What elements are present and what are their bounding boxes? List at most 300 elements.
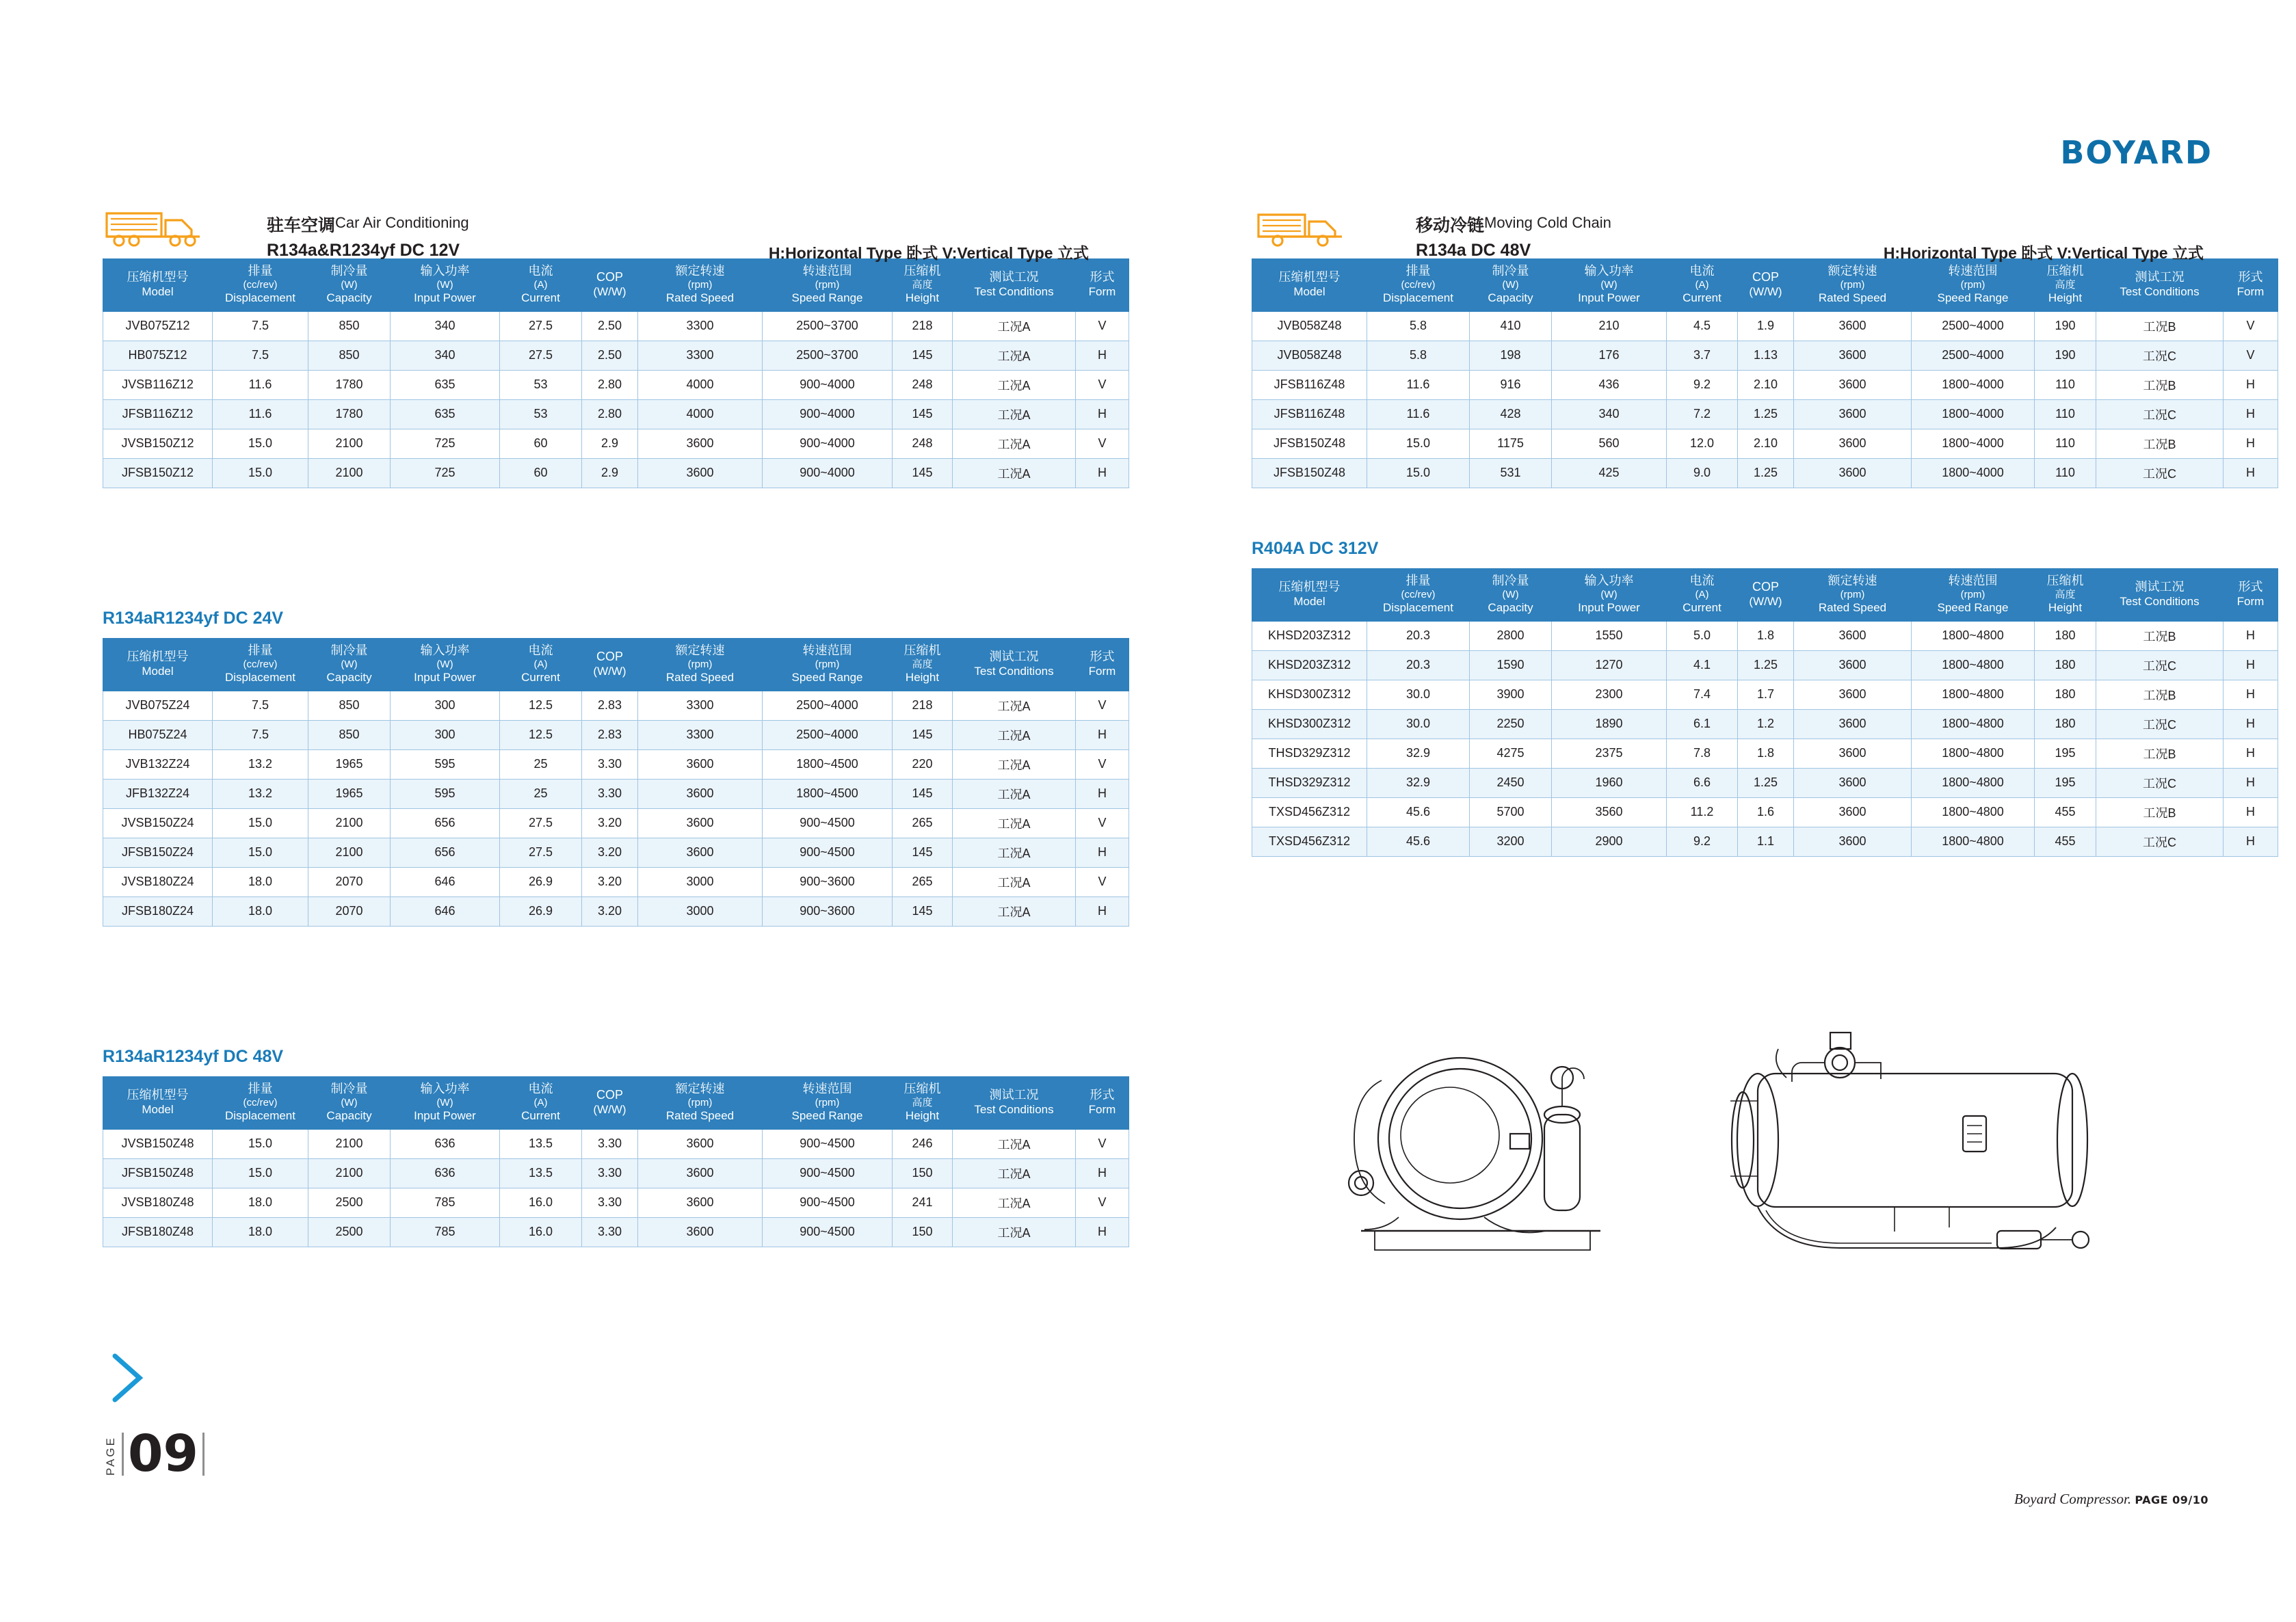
table-cell: 3300 — [638, 720, 763, 749]
table-cell: 18.0 — [213, 867, 308, 896]
column-header: 压缩机 高度 Height — [893, 259, 953, 312]
table-cell: JFSB116Z48 — [1252, 399, 1367, 429]
table-cell: V — [1076, 370, 1129, 399]
table-cell: 18.0 — [213, 1217, 308, 1247]
table-cell: 1965 — [308, 749, 391, 779]
table-cell: 45.6 — [1367, 797, 1470, 827]
table-cell: 工况A — [953, 458, 1076, 488]
column-header: 形式 Form — [2224, 259, 2278, 312]
column-header: 制冷量 (W) Capacity — [1470, 568, 1552, 621]
table-cell: 1.9 — [1738, 311, 1794, 341]
table-cell: 3600 — [1794, 650, 1912, 680]
table-cell: 4000 — [638, 370, 763, 399]
table-cell: JVSB116Z12 — [103, 370, 213, 399]
table-cell: 1175 — [1470, 429, 1552, 458]
table-cell: 4275 — [1470, 739, 1552, 768]
column-header: 压缩机型号 Model — [1252, 259, 1367, 312]
table-cell: 110 — [2035, 458, 2096, 488]
table-cell: 2450 — [1470, 768, 1552, 797]
table-cell: 3600 — [1794, 680, 1912, 709]
table-cell: JVSB150Z24 — [103, 808, 213, 838]
table-cell: 180 — [2035, 650, 2096, 680]
left-column — [103, 205, 1116, 1247]
table-cell: 1800~4800 — [1912, 709, 2035, 739]
table-cell: 60 — [500, 429, 582, 458]
brand-logo: BOYARD — [2060, 134, 2213, 171]
table-cell: 1780 — [308, 399, 391, 429]
table-cell: 32.9 — [1367, 768, 1470, 797]
table-cell: 45.6 — [1367, 827, 1470, 856]
table-cell: 26.9 — [500, 867, 582, 896]
table-row — [1252, 650, 2278, 680]
table-cell: JFSB180Z48 — [103, 1217, 213, 1247]
table-row — [103, 1129, 1129, 1158]
table-row — [103, 311, 1129, 341]
table-cell: 428 — [1470, 399, 1552, 429]
table-cell: 15.0 — [213, 1158, 308, 1188]
product-line-drawings — [1279, 1012, 2223, 1299]
table-cell: H — [1076, 399, 1129, 429]
table-cell: 3300 — [638, 311, 763, 341]
table-cell: KHSD203Z312 — [1252, 650, 1367, 680]
table-cell: 3600 — [638, 838, 763, 867]
table-row — [103, 1188, 1129, 1217]
table-cell: 3600 — [1794, 370, 1912, 399]
table-cell: JFSB150Z48 — [103, 1158, 213, 1188]
column-header: 额定转速 (rpm) Rated Speed — [1794, 568, 1912, 621]
table-cell: 工况B — [2096, 621, 2224, 650]
table-cell: 900~4500 — [763, 1158, 893, 1188]
table-cell: 1800~4800 — [1912, 827, 2035, 856]
table-cell: 7.8 — [1667, 739, 1738, 768]
column-header: 形式 Form — [2224, 568, 2278, 621]
table-cell: 3600 — [638, 1217, 763, 1247]
table-cell: 3.30 — [582, 779, 638, 808]
table-cell: 20.3 — [1367, 621, 1470, 650]
table-cell: 1270 — [1552, 650, 1667, 680]
table-cell: 3600 — [1794, 458, 1912, 488]
table-cell: 2.10 — [1738, 370, 1794, 399]
table-row — [1252, 311, 2278, 341]
table-cell: 595 — [391, 749, 500, 779]
table-cell: 3.30 — [582, 1158, 638, 1188]
table-cell: 785 — [391, 1188, 500, 1217]
table-cell: 26.9 — [500, 896, 582, 926]
table-cell: 241 — [893, 1188, 953, 1217]
table-cell: 2500~4000 — [1912, 311, 2035, 341]
table-cell: H — [1076, 779, 1129, 808]
table-cell: 300 — [391, 691, 500, 720]
column-header: 输入功率 (W) Input Power — [1552, 568, 1667, 621]
table-cell: 900~3600 — [763, 867, 893, 896]
table-cell: 1800~4800 — [1912, 739, 2035, 768]
table-cell: 工况C — [2096, 341, 2224, 370]
table-cell: 1800~4800 — [1912, 621, 2035, 650]
page-number-block — [104, 1424, 204, 1483]
table-row — [1252, 709, 2278, 739]
table-cell: 850 — [308, 341, 391, 370]
column-header: 电流 (A) Current — [500, 1076, 582, 1129]
table-cell: 15.0 — [1367, 429, 1470, 458]
table-cell: H — [1076, 838, 1129, 867]
table-cell: H — [1076, 341, 1129, 370]
table-cell: 3600 — [638, 1129, 763, 1158]
table-cell: 150 — [893, 1158, 953, 1188]
table-cell: JVSB180Z48 — [103, 1188, 213, 1217]
table-cell: 248 — [893, 429, 953, 458]
table-cell: 2250 — [1470, 709, 1552, 739]
table-cell: 12.0 — [1667, 429, 1738, 458]
table-cell: 7.5 — [213, 691, 308, 720]
table-header — [1252, 259, 2278, 312]
right-column — [1252, 205, 2265, 857]
table-cell: 工况B — [2096, 311, 2224, 341]
column-header: 电流 (A) Current — [1667, 568, 1738, 621]
table-cell: 2.9 — [582, 458, 638, 488]
table-cell: 5.8 — [1367, 311, 1470, 341]
page-number: 09 — [122, 1433, 204, 1476]
table-cell: 3.30 — [582, 1217, 638, 1247]
column-header: 压缩机型号 Model — [103, 1076, 213, 1129]
header-row — [1252, 259, 2278, 312]
table-row — [103, 429, 1129, 458]
table-cell: H — [2224, 621, 2278, 650]
table-row — [103, 341, 1129, 370]
table-cell: H — [1076, 458, 1129, 488]
table-cell: 3600 — [1794, 311, 1912, 341]
table-row — [103, 691, 1129, 720]
column-header: COP (W/W) — [1738, 259, 1794, 312]
column-header: COP (W/W) — [1738, 568, 1794, 621]
table-cell: 工况A — [953, 429, 1076, 458]
table-cell: KHSD203Z312 — [1252, 621, 1367, 650]
footer-credit — [2014, 1491, 2208, 1508]
table-cell: 595 — [391, 779, 500, 808]
header-row — [103, 259, 1129, 312]
table-cell: 145 — [893, 341, 953, 370]
table-cell: 180 — [2035, 709, 2096, 739]
table-cell: 1800~4000 — [1912, 370, 2035, 399]
table-cell: 850 — [308, 720, 391, 749]
table-cell: 220 — [893, 749, 953, 779]
column-header: 额定转速 (rpm) Rated Speed — [638, 638, 763, 691]
table-cell: 900~4000 — [763, 458, 893, 488]
table-cell: 1965 — [308, 779, 391, 808]
table-cell: 工况C — [2096, 709, 2224, 739]
table-cell: 210 — [1552, 311, 1667, 341]
table-cell: 1550 — [1552, 621, 1667, 650]
table-cell: H — [2224, 739, 2278, 768]
table-cell: 3200 — [1470, 827, 1552, 856]
table-cell: 340 — [1552, 399, 1667, 429]
table-cell: 455 — [2035, 797, 2096, 827]
table-cell: 3600 — [638, 1158, 763, 1188]
table-dc48v-title: R134aR1234yf DC 48V — [103, 1046, 284, 1066]
table-cell: V — [1076, 1188, 1129, 1217]
table-cell: 3600 — [1794, 429, 1912, 458]
table-cell: 2500~4000 — [1912, 341, 2035, 370]
table-cell: 1800~4800 — [1912, 680, 2035, 709]
table-cell: 3300 — [638, 341, 763, 370]
table-cell: 1800~4800 — [1912, 797, 2035, 827]
table-cell: 1590 — [1470, 650, 1552, 680]
section-title-cn: 驻车空调 — [267, 216, 336, 235]
table-row — [103, 779, 1129, 808]
table-cell: 15.0 — [213, 1129, 308, 1158]
table-cell: HB075Z12 — [103, 341, 213, 370]
table-cell: 2900 — [1552, 827, 1667, 856]
table-cell: 785 — [391, 1217, 500, 1247]
column-header: 测试工况 Test Conditions — [2096, 259, 2224, 312]
header-row — [103, 1076, 1129, 1129]
column-header: 压缩机型号 Model — [1252, 568, 1367, 621]
table-cell: 1.1 — [1738, 827, 1794, 856]
table-cell: 11.6 — [213, 370, 308, 399]
table-cell: 2.50 — [582, 311, 638, 341]
table-cell: 3.20 — [582, 867, 638, 896]
table-cell: 2500~3700 — [763, 341, 893, 370]
table-row — [103, 720, 1129, 749]
column-header: 排量 (cc/rev) Displacement — [213, 1076, 308, 1129]
table-cell: 2070 — [308, 867, 391, 896]
table-cell: JFSB180Z24 — [103, 896, 213, 926]
table-cell: 工况B — [2096, 429, 2224, 458]
table-cell: 2100 — [308, 458, 391, 488]
horizontal-compressor-drawing — [1730, 1033, 2089, 1249]
truck-icon — [103, 207, 205, 249]
section-type-legend: H:Horizontal Type 卧式 V:Vertical Type 立式 — [768, 244, 1089, 262]
table-cell: 900~4000 — [763, 370, 893, 399]
table-cell: 5.8 — [1367, 341, 1470, 370]
table-cell: 工况A — [953, 779, 1076, 808]
column-header: 转速范围 (rpm) Speed Range — [763, 638, 893, 691]
table-cell: JFSB116Z12 — [103, 399, 213, 429]
table-cell: 4000 — [638, 399, 763, 429]
table-cell: 13.5 — [500, 1129, 582, 1158]
table-cell: 3600 — [1794, 341, 1912, 370]
table-cell: 1.25 — [1738, 650, 1794, 680]
table-cell: 2.50 — [582, 341, 638, 370]
table-cell: 工况B — [2096, 797, 2224, 827]
table-cell: H — [2224, 429, 2278, 458]
table-cell: 2300 — [1552, 680, 1667, 709]
table-cell: 27.5 — [500, 808, 582, 838]
column-header: COP (W/W) — [582, 638, 638, 691]
table-cell: JFSB150Z48 — [1252, 429, 1367, 458]
table-cell: H — [2224, 709, 2278, 739]
table-cell: 20.3 — [1367, 650, 1470, 680]
table-cell: KHSD300Z312 — [1252, 680, 1367, 709]
table-cell: 工况A — [953, 749, 1076, 779]
table-cell: 646 — [391, 867, 500, 896]
table-cell: 636 — [391, 1129, 500, 1158]
column-header: 制冷量 (W) Capacity — [308, 1076, 391, 1129]
table-cell: 3.7 — [1667, 341, 1738, 370]
table-cell: H — [2224, 827, 2278, 856]
column-header: COP (W/W) — [582, 1076, 638, 1129]
table-body — [1252, 311, 2278, 488]
table-cell: 工况A — [953, 838, 1076, 867]
table-cell: 1800~4800 — [1912, 768, 2035, 797]
table-header — [103, 1076, 1129, 1129]
table-row — [1252, 739, 2278, 768]
table-cell: 2.10 — [1738, 429, 1794, 458]
table-cell: 265 — [893, 808, 953, 838]
table-cell: JVB075Z24 — [103, 691, 213, 720]
table-cell: THSD329Z312 — [1252, 768, 1367, 797]
table-cell: 3600 — [638, 1188, 763, 1217]
column-header: 电流 (A) Current — [500, 259, 582, 312]
column-header: 电流 (A) Current — [1667, 259, 1738, 312]
table-cell: 425 — [1552, 458, 1667, 488]
vertical-compressor-drawing — [1349, 1058, 1600, 1250]
table-cell: JFSB150Z48 — [1252, 458, 1367, 488]
table-cell: JVSB150Z12 — [103, 429, 213, 458]
table-cell: 900~4500 — [763, 1129, 893, 1158]
table-cell: H — [1076, 896, 1129, 926]
section-title-cn: 移动冷链 — [1416, 216, 1485, 235]
table-cell: 340 — [391, 311, 500, 341]
table-cell: 1780 — [308, 370, 391, 399]
table-cell: 9.2 — [1667, 370, 1738, 399]
table-cell: 工况A — [953, 1188, 1076, 1217]
table-cell: 11.2 — [1667, 797, 1738, 827]
table-cell: 3600 — [1794, 709, 1912, 739]
table-cell: V — [1076, 311, 1129, 341]
table-cell: 1.25 — [1738, 768, 1794, 797]
table-cell: 7.5 — [213, 311, 308, 341]
table-row — [1252, 429, 2278, 458]
table-row — [103, 1217, 1129, 1247]
table-cell: 1.7 — [1738, 680, 1794, 709]
table-cell: 2100 — [308, 808, 391, 838]
table-row — [1252, 768, 2278, 797]
table-cell: 900~4000 — [763, 429, 893, 458]
table-cell: 436 — [1552, 370, 1667, 399]
table-cell: 13.2 — [213, 749, 308, 779]
column-header: 测试工况 Test Conditions — [2096, 568, 2224, 621]
table-cell: 3000 — [638, 896, 763, 926]
table-cell: 7.5 — [213, 720, 308, 749]
table-cell: 265 — [893, 867, 953, 896]
table-cell: 3600 — [638, 429, 763, 458]
table-cell: 工况C — [2096, 768, 2224, 797]
table-row — [103, 399, 1129, 429]
table-cell: 18.0 — [213, 896, 308, 926]
table-cell: 145 — [893, 399, 953, 429]
table-cell: 248 — [893, 370, 953, 399]
table-cell: JVB075Z12 — [103, 311, 213, 341]
table-row — [1252, 341, 2278, 370]
column-header: 转速范围 (rpm) Speed Range — [763, 1076, 893, 1129]
table-row — [103, 896, 1129, 926]
table-cell: 工况A — [953, 720, 1076, 749]
table-cell: 工况C — [2096, 399, 2224, 429]
table-cell: 3.30 — [582, 1188, 638, 1217]
table-row — [103, 458, 1129, 488]
table-cell: 145 — [893, 458, 953, 488]
table-cell: 15.0 — [213, 808, 308, 838]
table-header — [103, 638, 1129, 691]
table-cell: 27.5 — [500, 311, 582, 341]
table-cell: 110 — [2035, 429, 2096, 458]
table-cell: JFSB150Z12 — [103, 458, 213, 488]
table-cell: 218 — [893, 311, 953, 341]
table-cell: 1800~4000 — [1912, 429, 2035, 458]
column-header: 输入功率 (W) Input Power — [1552, 259, 1667, 312]
table-row — [1252, 458, 2278, 488]
table-cell: 工况A — [953, 867, 1076, 896]
table-cell: H — [1076, 720, 1129, 749]
table-cell: 工况A — [953, 896, 1076, 926]
table-cell: 656 — [391, 808, 500, 838]
column-header: 输入功率 (W) Input Power — [391, 638, 500, 691]
table-cell: 145 — [893, 779, 953, 808]
table-cell: 3900 — [1470, 680, 1552, 709]
table-cell: 180 — [2035, 680, 2096, 709]
table-cell: 12.5 — [500, 691, 582, 720]
table-cell: V — [1076, 429, 1129, 458]
table-header — [103, 259, 1129, 312]
section-title-en: Car Air Conditioning — [335, 214, 469, 231]
table-cell: 工况B — [2096, 370, 2224, 399]
table-cell: 900~4500 — [763, 838, 893, 867]
table-body — [1252, 621, 2278, 856]
table-cell: 2100 — [308, 838, 391, 867]
table-cell: 2.9 — [582, 429, 638, 458]
table-body — [103, 311, 1129, 488]
table-cell: 11.6 — [1367, 370, 1470, 399]
table-cell: 3.30 — [582, 1129, 638, 1158]
table-cell: 300 — [391, 720, 500, 749]
table-cell: 工况A — [953, 399, 1076, 429]
table-cell: 工况C — [2096, 458, 2224, 488]
footer-company: Boyard Compressor. — [2014, 1491, 2132, 1507]
column-header: 输入功率 (W) Input Power — [391, 259, 500, 312]
table-dc24v — [103, 638, 1129, 927]
table-cell: 2070 — [308, 896, 391, 926]
table-cell: H — [2224, 399, 2278, 429]
table-cell: 3600 — [638, 808, 763, 838]
header-row — [103, 638, 1129, 691]
table-cell: 2100 — [308, 1158, 391, 1188]
table-cell: 900~4500 — [763, 1188, 893, 1217]
table-cell: H — [2224, 797, 2278, 827]
section-subtitle: R134a DC 48V — [1416, 241, 1531, 260]
column-header: 输入功率 (W) Input Power — [391, 1076, 500, 1129]
table-cell: 3000 — [638, 867, 763, 896]
table-cell: 246 — [893, 1129, 953, 1158]
table-cell: 6.6 — [1667, 768, 1738, 797]
table-cell: H — [1076, 1217, 1129, 1247]
table-row — [103, 749, 1129, 779]
table-cell: 工况B — [2096, 680, 2224, 709]
table-cell: 2375 — [1552, 739, 1667, 768]
table-cell: 2500~3700 — [763, 311, 893, 341]
table-cell: 3.20 — [582, 896, 638, 926]
table-cell: 900~4500 — [763, 1217, 893, 1247]
table-cell: 工况A — [953, 370, 1076, 399]
table-cell: 900~4000 — [763, 399, 893, 429]
column-header: COP (W/W) — [582, 259, 638, 312]
table-cell: TXSD456Z312 — [1252, 827, 1367, 856]
table-cell: 850 — [308, 691, 391, 720]
table-cell: 531 — [1470, 458, 1552, 488]
table-cell: 13.5 — [500, 1158, 582, 1188]
table-cell: 190 — [2035, 341, 2096, 370]
column-header: 制冷量 (W) Capacity — [308, 259, 391, 312]
table-cell: 30.0 — [1367, 709, 1470, 739]
